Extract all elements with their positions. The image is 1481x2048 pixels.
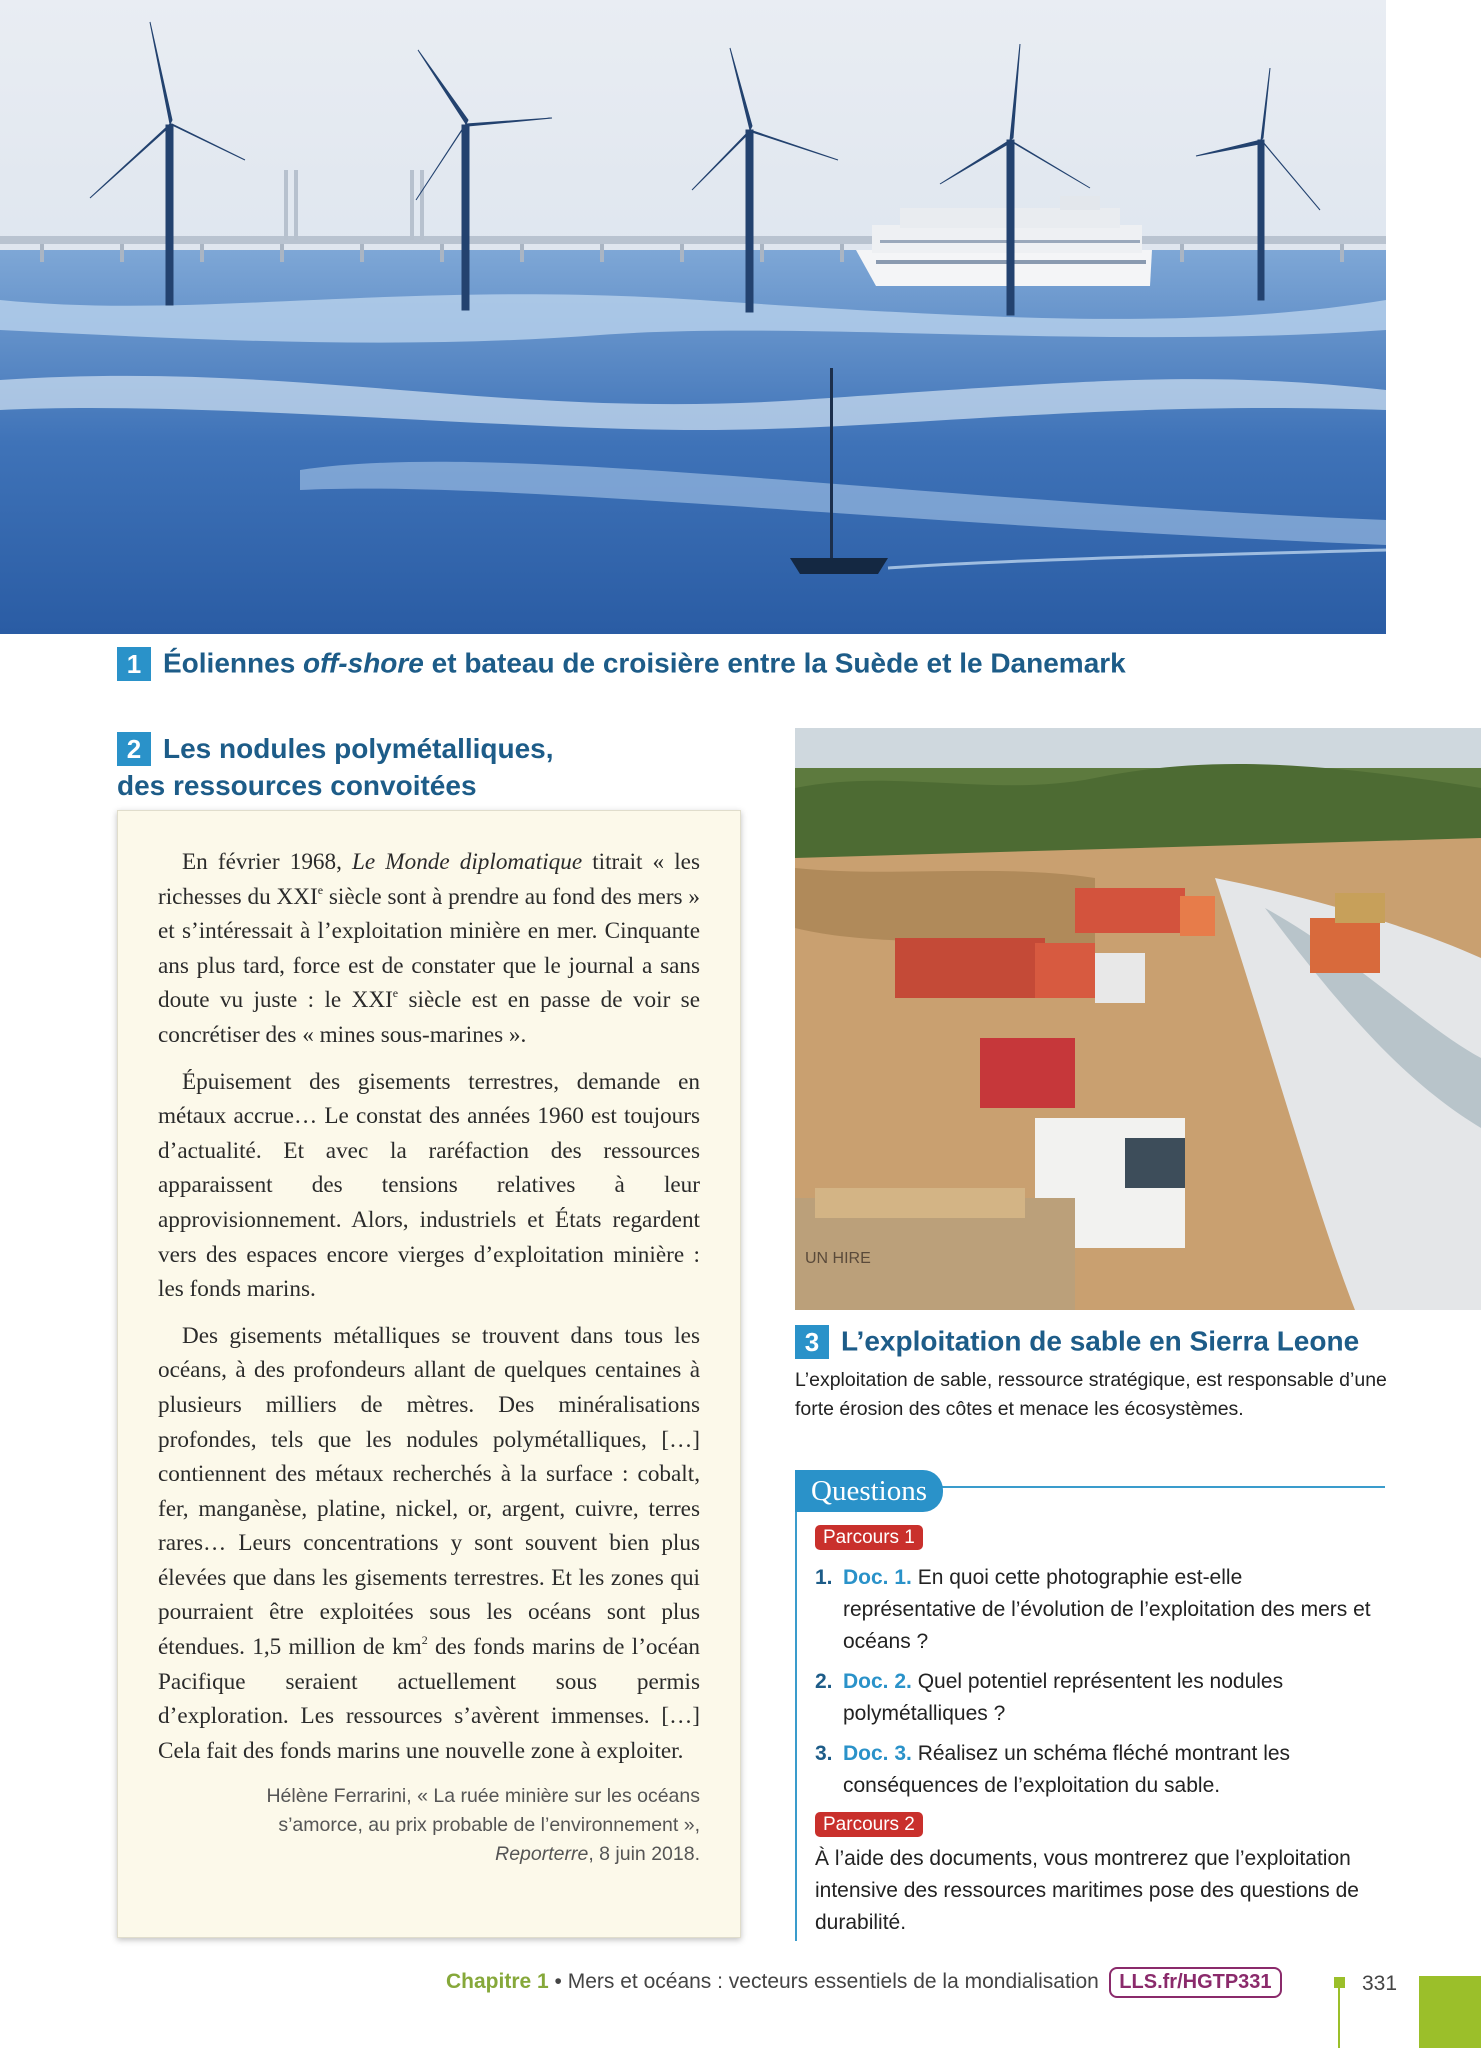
doc-reference: Doc. 3. bbox=[843, 1742, 912, 1765]
questions-body bbox=[815, 1525, 1375, 1939]
page-number: 331 bbox=[1362, 1972, 1398, 1995]
photo-offshore-wind-turbines bbox=[0, 0, 1386, 634]
question-item: 3. Doc. 3. Réalisez un schéma fléché montrant les conséquences de l’exploitation du sable. bbox=[815, 1742, 1291, 1797]
doc2-source: Hélène Ferrarini, « La ruée minière sur les océans s’amorce, au prix probable de l’environnement », Reporterre, 8 juin 2018. bbox=[266, 1785, 700, 1866]
doc3-title bbox=[795, 1322, 1359, 1360]
cruise-ship bbox=[856, 196, 1152, 286]
doc-reference: Doc. 2. bbox=[843, 1670, 912, 1693]
parcours-2-badge: Parcours 2 bbox=[815, 1812, 923, 1837]
footer-chapter: Chapitre 1 • Mers et océans : vecteurs essentiels de la mondialisation LLS.fr/HGTP331 bbox=[446, 1967, 1282, 1998]
doc2-title bbox=[117, 728, 554, 804]
truck-inscription: UN HIRE bbox=[805, 1250, 871, 1267]
parcours-1-badge: Parcours 1 bbox=[815, 1525, 923, 1550]
doc1-title-part2: et bateau de croisière entre la Suède et le Danemark bbox=[423, 647, 1126, 679]
doc2-paragraph-1: En février 1968, Le Monde diplomatique titrait « les richesses du XXIe siècle sont à prendre au fond des mers » et s’intéressait à l’exploitation minière en mer. Cinquante ans plus tard, force est de constater que le journal a sans doute vu juste : le XXIe siècle est en passe de voir se concrétiser des « mines sous-marines ». bbox=[158, 849, 700, 1048]
doc3-caption: L’exploitation de sable, ressource stratégique, est responsable d’une forte érosion des côtes et menace les écosystèmes. bbox=[795, 1369, 1387, 1420]
doc1-title bbox=[117, 644, 1126, 682]
doc2-number-badge: 2 bbox=[117, 732, 151, 766]
questions-vertical-rule bbox=[795, 1486, 797, 1941]
footer-lls-link[interactable]: LLS.fr/HGTP331 bbox=[1109, 1967, 1281, 1998]
sand-photo-illustration bbox=[795, 728, 1481, 1310]
doc2-paragraph-2: Épuisement des gisements terrestres, demande en métaux accrue… Le constat des années 1960 est toujours d’actualité. Et avec la raréfaction des ressources apparaissent des tensions relatives à leur approvisionnement. Alors, industriels et États regardent vers des espaces encore vierges d’exploitation minière : les fonds marins. bbox=[158, 1068, 700, 1303]
questions-heading: Questions bbox=[795, 1470, 943, 1512]
footer-vertical-line bbox=[1338, 1988, 1340, 2048]
footer-square-marker bbox=[1334, 1977, 1345, 1988]
doc2-paragraph-3: Des gisements métalliques se trouvent dans tous les océans, à des profondeurs allant de quelques centaines à plusieurs milliers de mètres. Des minéralisations profondes, tels que les nodules polymétalliques, […] contiennent des métaux recherchés à la surface : cobalt, fer, manganèse, platine, nickel, or, argent, cuivre, terres rares… Leurs concentrations y sont souvent bien plus élevées que dans les gisements terrestres. Et les zones qui pourraient être exploitées sous les océans sont plus étendues. 1,5 million de $km^2$ des fonds marins de l’océan Pacifique seraient actuellement sous permis d’exploration. Les ressources s’avèrent immenses. […] Cela fait des fonds marins une nouvelle zone à exploiter. bbox=[158, 1322, 700, 1764]
questions-list bbox=[815, 1562, 1375, 1802]
footer-chapter-title: Mers et océans : vecteurs essentiels de la mondialisation bbox=[567, 1970, 1099, 1993]
footer-chapter-label: Chapitre 1 bbox=[446, 1970, 549, 1993]
journal-name: Le Monde diplomatique bbox=[352, 849, 583, 875]
photo-sand-exploitation bbox=[795, 728, 1481, 1310]
doc2-title-line1: Les nodules polymétalliques, bbox=[163, 733, 554, 765]
doc3-title-text: L’exploitation de sable en Sierra Leone bbox=[841, 1325, 1360, 1357]
doc1-title-part1: Éoliennes bbox=[163, 647, 304, 679]
offshore-photo-illustration bbox=[0, 0, 1386, 634]
doc2-article-box bbox=[117, 810, 741, 1938]
parcours-2-text: À l’aide des documents, vous montrerez que l’exploitation intensive des ressources maritimes pose des questions de durabilité. bbox=[815, 1847, 1359, 1934]
question-item: 1. Doc. 1. En quoi cette photographie est-elle représentative de l’évolution de l’exploitation des mers et océans ? bbox=[815, 1566, 1371, 1653]
doc1-title-italic: off-shore bbox=[303, 647, 424, 679]
question-item: 2. Doc. 2. Quel potentiel représentent les nodules polymétalliques ? bbox=[815, 1670, 1284, 1725]
page-corner-tab bbox=[1419, 1976, 1481, 2048]
doc3-number-badge: 3 bbox=[795, 1325, 829, 1359]
doc-reference: Doc. 1. bbox=[843, 1566, 912, 1589]
doc1-number-badge: 1 bbox=[117, 647, 151, 681]
doc2-title-line2: des ressources convoitées bbox=[117, 770, 477, 802]
